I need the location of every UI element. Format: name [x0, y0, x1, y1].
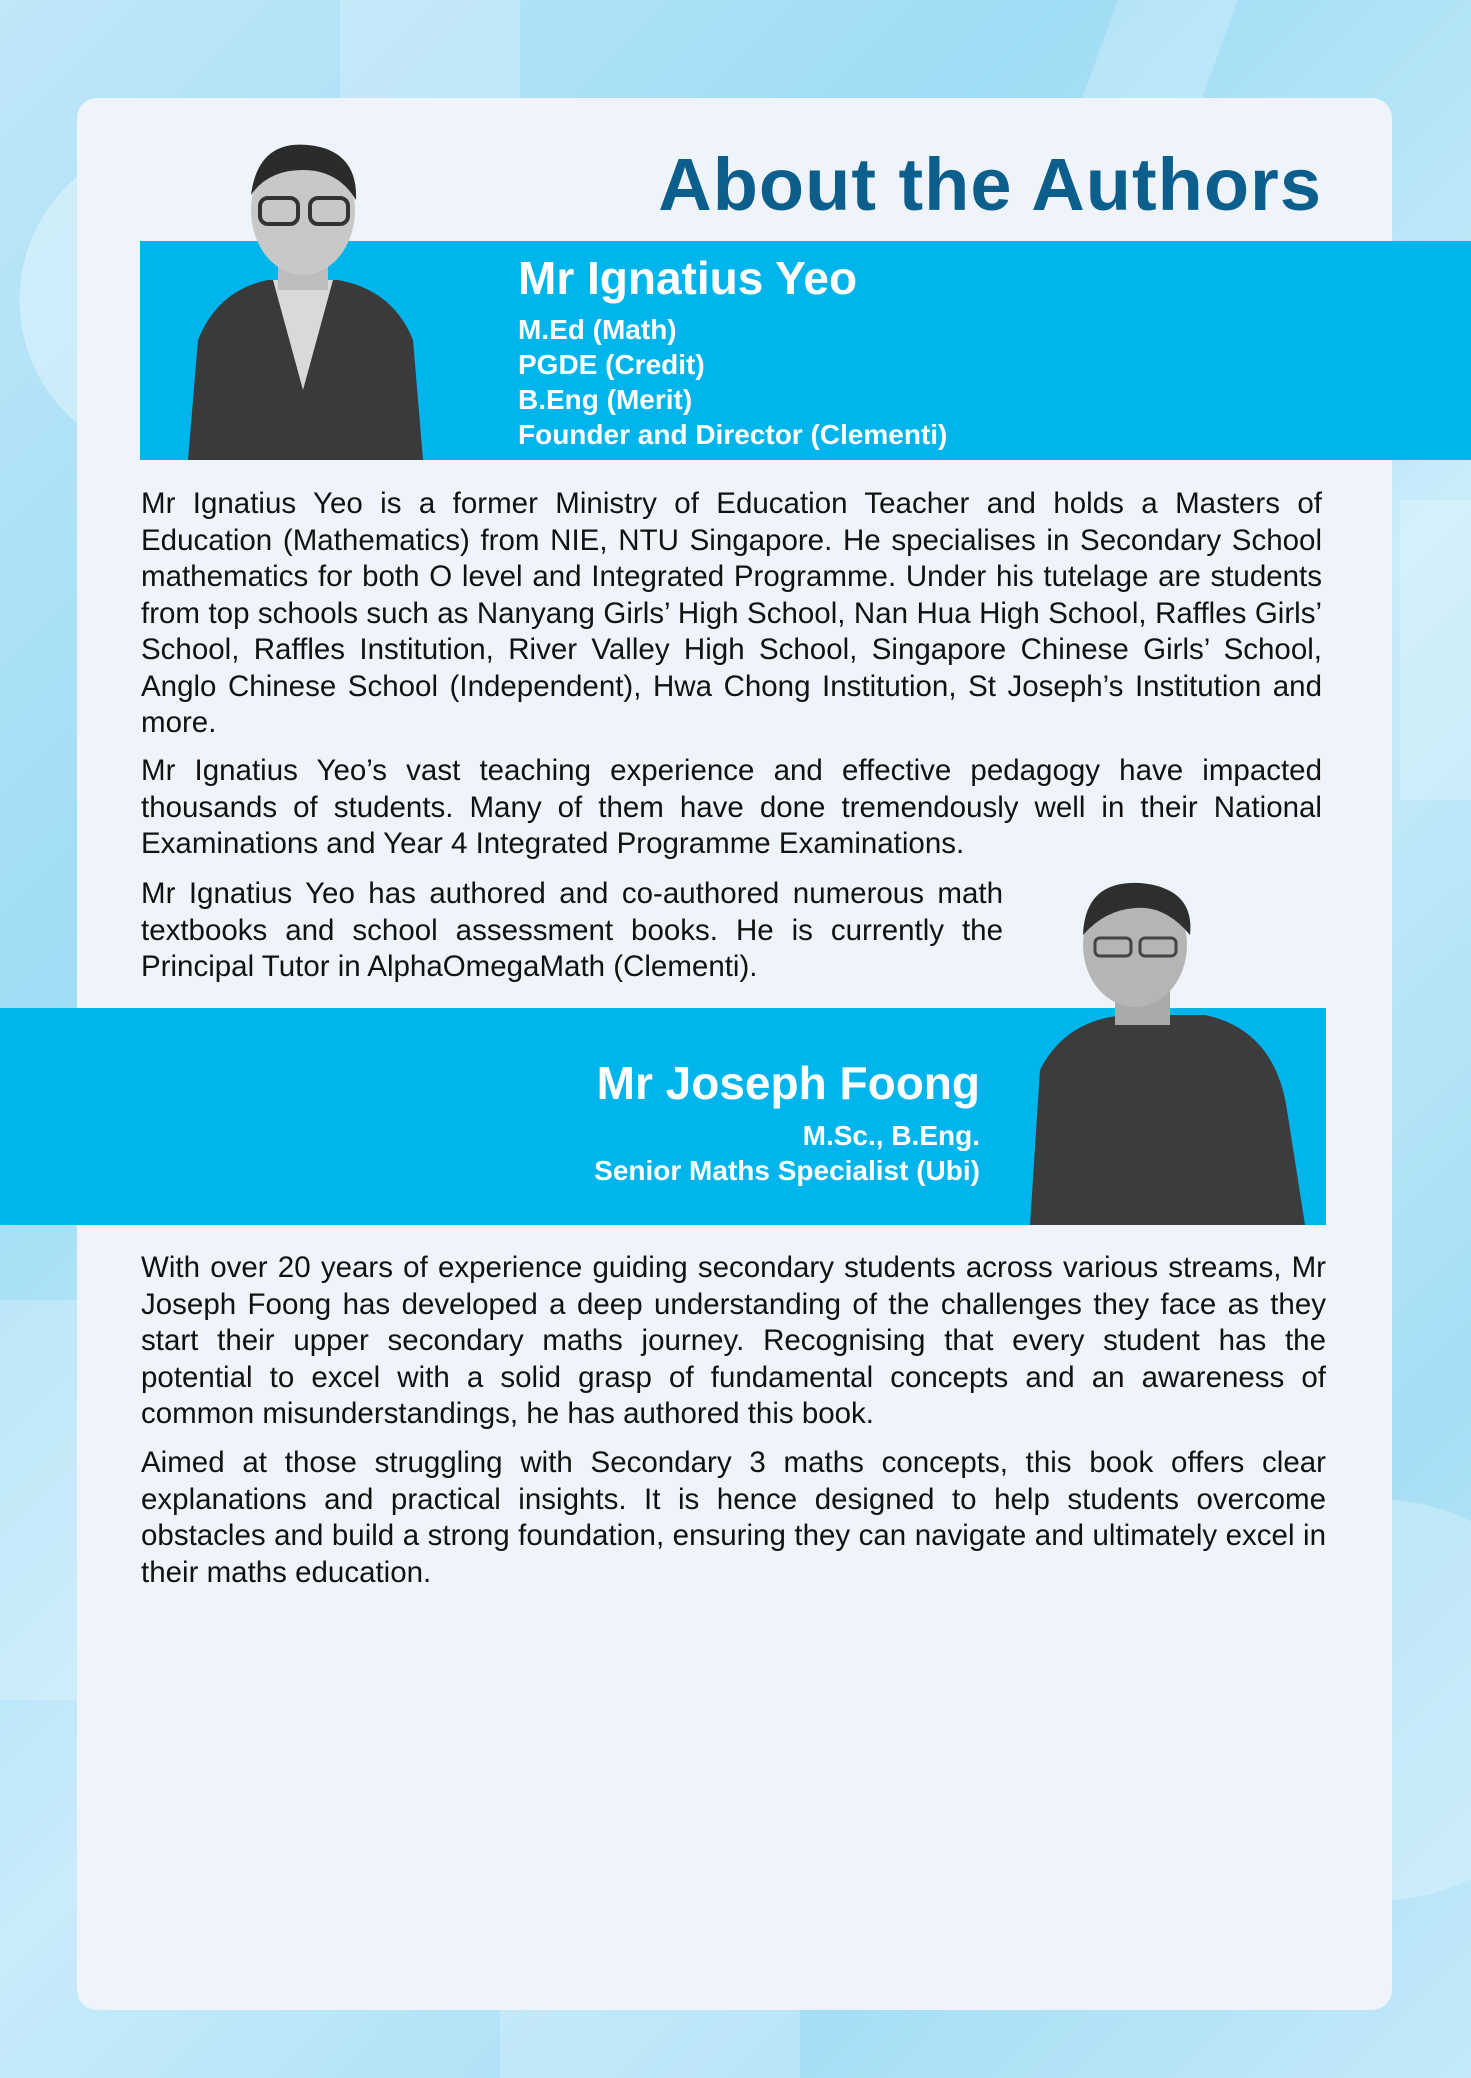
bio-paragraph: Mr Ignatius Yeo has authored and co-authored numerous math textbooks and school assessment books. He is currently the Principal Tutor in AlphaOmegaMath (Clementi). [141, 877, 1003, 983]
qualification: M.Sc., B.Eng. [802, 1120, 980, 1151]
background-shape [340, 0, 520, 98]
background-shape [1400, 500, 1471, 800]
qualification: Founder and Director (Clementi) [518, 419, 948, 450]
bio-paragraph: Aimed at those struggling with Secondary 3 maths concepts, this book offers clear explanations and practical insights. It is hence designed to help students overcome obstacles and build a strong foundation, ensuring they can navigate and ultimately excel in their maths education. [141, 1446, 1326, 1589]
qualification: B.Eng (Merit) [518, 384, 693, 415]
author-photo-ignatius-yeo [178, 140, 430, 460]
qualification: PGDE (Credit) [518, 349, 705, 380]
background-shape [500, 2010, 800, 2078]
author-name: Mr Ignatius Yeo [518, 252, 858, 304]
author-qualifications [518, 312, 947, 452]
qualification: Senior Maths Specialist (Ubi) [594, 1155, 980, 1186]
author-qualifications [594, 1118, 980, 1188]
bio-paragraph: With over 20 years of experience guiding secondary students across various streams, Mr Joseph Foong has developed a deep understanding of the challenges they face as they start their upper secondary maths journey. Recognising that every student has the potential to excel with a solid grasp of fundamental concepts and an awareness of common misunderstandings, he has authored this book. [141, 1251, 1326, 1430]
bio-paragraph: Mr Ignatius Yeo’s vast teaching experience and effective pedagogy have impacted thousands of students. Many of them have done tremendously well in their National Examinations and Year 4 Integrated Programme Examinations. [141, 754, 1322, 860]
background-shape [1082, 0, 1238, 98]
bio-paragraph: Mr Ignatius Yeo is a former Ministry of Education Teacher and holds a Masters of Education (Mathematics) from NIE, NTU Singapore. He specialises in Secondary School mathematics for both O level and Integrated Programme. Under his tutelage are students from top schools such as Nanyang Girls’ High School, Nan Hua High School, Raffles Girls’ School, Raffles Institution, River Valley High School, Singapore Chinese Girls’ School, Anglo Chinese School (Independent), Hwa Chong Institution, St Joseph’s Institution and more. [141, 487, 1322, 739]
author-photo-joseph-foong [1025, 880, 1310, 1225]
qualification: M.Ed (Math) [518, 314, 677, 345]
background-shape [0, 1300, 77, 1700]
page-title: About the Authors [658, 143, 1322, 226]
author-name: Mr Joseph Foong [596, 1057, 980, 1109]
